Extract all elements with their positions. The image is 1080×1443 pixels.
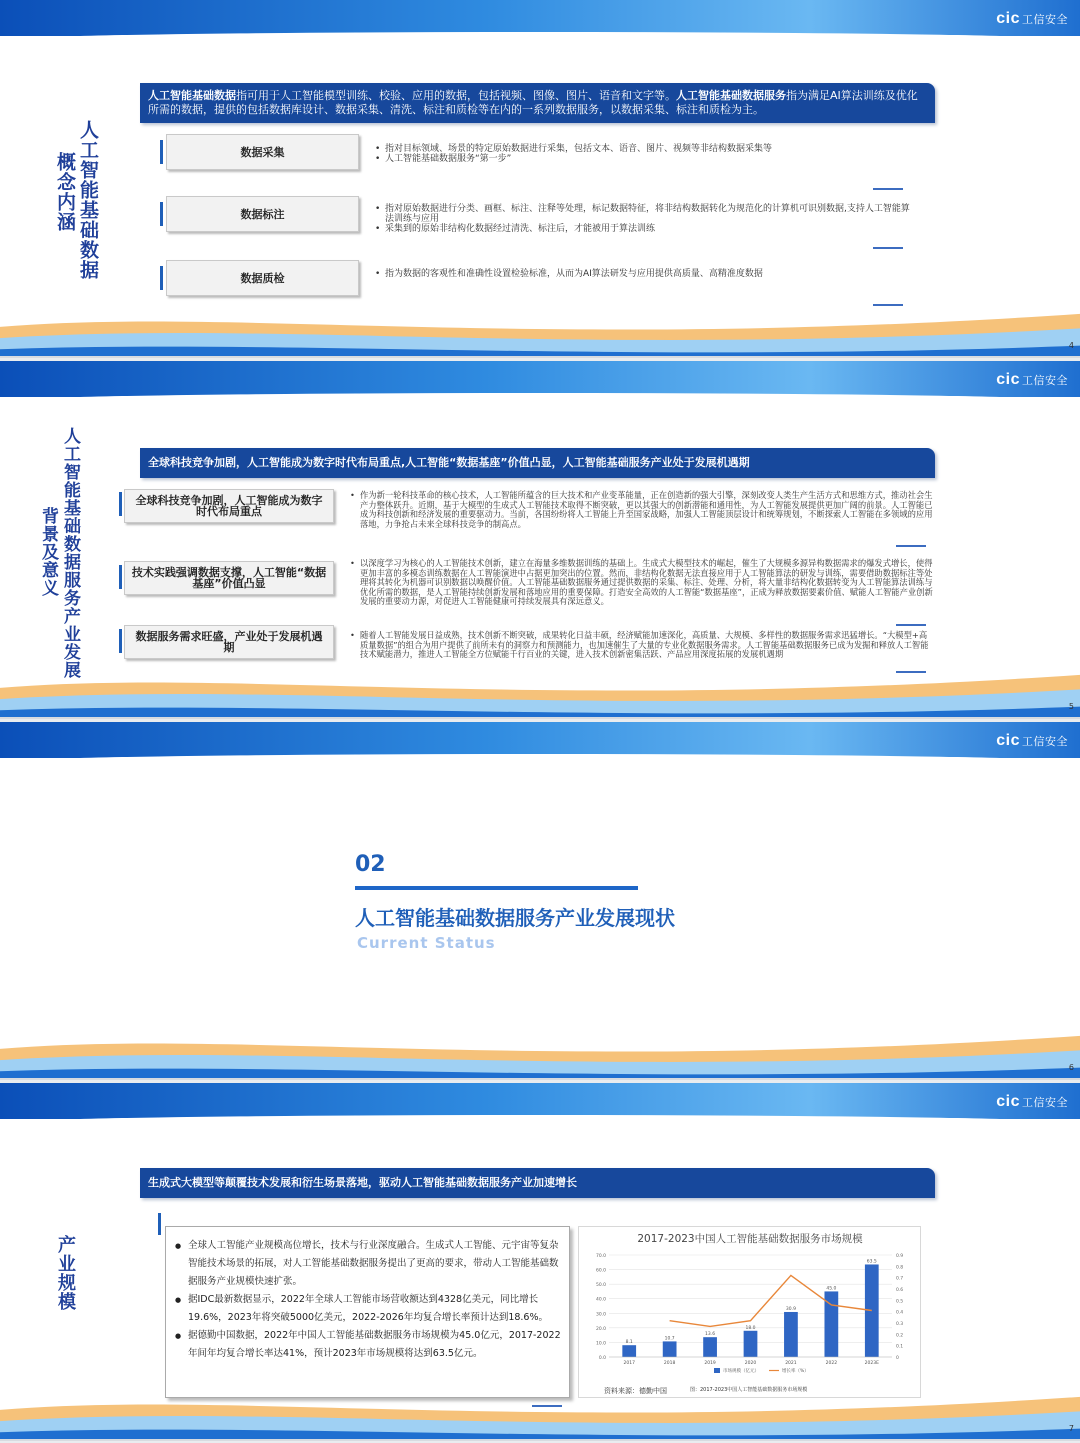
- y-left-tick-label: 0.0: [598, 1356, 606, 1361]
- section-number: 02: [355, 852, 386, 877]
- cic-logo: cic 工信安全: [996, 1093, 1068, 1110]
- chart-bar: [784, 1312, 798, 1357]
- background-banner: 全球科技竞争加剧，人工智能成为数字时代布局重点,人工智能“数据基座”价值凸显，人工智能基础服务产业处于发展机遇期: [140, 448, 935, 478]
- row-text-data-support: • 以深度学习为核心的人工智能技术创新，建立在海量多维数据训练的基础上。生成式大模型技术的崛起，催生了大规模多源异构数据需求的爆发式增长，使得更加丰富的多模态训练数据在人工智能演进中占据更加突出的位置。然而，非结构化数据无法直接应用于人工智能算法的研发与训练，需要借助数据标注等处理将其转化为机器可识别数据以唤醒价值。人工智能基础数据服务通过提供数据的采集、标注、处理、分析，将大量非结构化数据转变为人工智能算法训练与优化所需的数据，是人工智能持续创新发展和落地应用的重要保障。打造安全高效的人工智能“数据基座”，正成为释放数据要素价值、赋能人工智能产业创新发展的重要动力源，对促进人工智能健康可持续发展具有深远意义。: [350, 559, 935, 607]
- y-left-tick-label: 60.0: [595, 1268, 606, 1274]
- row-text-demand: • 随着人工智能发展日益成熟，技术创新不断突破，成果转化日益丰硕，经济赋能加速深化，高质量、大规模、多样性的数据服务需求迅猛增长。“大模型+高质量数据”的组合为用户提供了前所未有的洞察力和预测能力，也加速催生了大量的专业化数据服务需求。人工智能基础数据服务已成为发掘和释放人工智能技术赋能潜力，推进人工智能全方位赋能千行百业的关键，进入技术创新密集活跃、产品应用深度拓展的发展机遇期: [350, 631, 935, 660]
- row-marker: [158, 1213, 161, 1235]
- footer-wave: [0, 296, 1080, 358]
- footer-wave: [0, 1379, 1080, 1441]
- divider: [896, 624, 926, 626]
- row-text-competition: • 作为新一轮科技革命的核心技术，人工智能所蕴含的巨大技术和产业变革能量，正在创造新的强大引擎，深刻改变人类生产生活方式和思维方式，推动社会生产力整体跃升。近期，基于大模型的生成式人工智能技术取得不断突破，更以其强大的创新潜能和通用性，为人工智能发展提供更加广阔的前景。人工智能已成为科技创新和经济发展的重要驱动力。当前，各国纷纷将人工智能上升至国家战略，加强人工智能顶层设计和统筹规划，不断探索人工智能在多领域的应用落地，力争抢占未来全球科技竞争的制高点。: [350, 491, 935, 529]
- y-left-tick-label: 70.0: [595, 1254, 606, 1259]
- side-title: 产业规模: [55, 1235, 76, 1311]
- row-marker: [160, 140, 163, 164]
- row-marker: [160, 202, 163, 226]
- y-right-tick-label: 0.6: [896, 1288, 904, 1293]
- section-title: 人工智能基础数据服务产业发展现状: [355, 906, 675, 930]
- chart-bar: [622, 1345, 636, 1357]
- slide-concept: [0, 0, 1080, 358]
- slide-market-size: [0, 1083, 1080, 1441]
- y-left-tick-label: 30.0: [595, 1312, 606, 1318]
- divider: [873, 188, 903, 190]
- bar-value-label: 18.0: [745, 1325, 756, 1331]
- chart-bar: [744, 1331, 758, 1357]
- bullet-item: ● 据IDC最新数据显示，2022年全球人工智能市场营收额达到4328亿美元，同比增长19.6%，2023年将突破5000亿美元，2022-2026年均复合增长率预计达到18.6%。: [188, 1291, 561, 1327]
- row-marker: [119, 492, 122, 516]
- slide-section-divider: [0, 722, 1080, 1080]
- footer-wave: [0, 657, 1080, 719]
- bar-value-label: 63.5: [866, 1259, 877, 1265]
- y-right-tick-label: 0.5: [896, 1299, 904, 1305]
- chart-source: 资料来源：德勤中国: [604, 1387, 667, 1395]
- cic-logo: cic 工信安全: [996, 732, 1068, 749]
- row-label-data-support: 技术实践强调数据支撑，人工智能“数据基座”价值凸显: [124, 561, 334, 595]
- x-tick-label: 2021: [785, 1361, 797, 1366]
- y-right-tick-label: 0: [896, 1356, 899, 1361]
- row-label-demand: 数据服务需求旺盛，产业处于发展机遇期: [124, 625, 334, 659]
- growth-rate-line: [670, 1275, 872, 1326]
- side-title: 人工智能基础数据服务产业发展: [60, 427, 80, 679]
- cic-logo: cic 工信安全: [996, 371, 1068, 388]
- bullet-item: ● 据德勤中国数据，2022年中国人工智能基础数据服务市场规模为45.0亿元，2017-2022年间年均复合增长率达41%，预计2023年市场规模将达到63.5亿元。: [188, 1327, 561, 1363]
- x-tick-label: 2020: [744, 1361, 757, 1366]
- y-left-tick-label: 40.0: [595, 1297, 606, 1303]
- x-tick-label: 2019: [704, 1361, 716, 1366]
- page-number: 4: [1068, 341, 1074, 350]
- x-tick-label: 2022: [825, 1361, 838, 1366]
- row-label-annotation: 数据标注: [166, 196, 359, 232]
- slide-background: [0, 361, 1080, 719]
- y-right-tick-label: 0.2: [896, 1333, 904, 1339]
- section-rule: [355, 886, 638, 890]
- market-chart: [579, 1227, 922, 1385]
- chart-bar: [703, 1337, 717, 1357]
- row-text-annotation: • 指对原始数据进行分类、画框、标注、注释等处理，标记数据特征，将非结构数据转化为规范化的计算机可识别数据,支持人工智能算法训练与应用 • 采集到的原始非结构化数据经过清洗、标注后，才能被用于算法训练: [375, 204, 915, 234]
- row-label-qc: 数据质检: [166, 260, 359, 296]
- y-right-tick-label: 0.7: [896, 1276, 904, 1282]
- row-label-collection: 数据采集: [166, 134, 359, 170]
- row-marker: [119, 629, 122, 653]
- chart-line: [670, 1275, 872, 1326]
- page-number: 7: [1068, 1424, 1074, 1433]
- x-tick-label: 2023E: [864, 1361, 879, 1366]
- bar-value-label: 10.7: [664, 1336, 675, 1342]
- header-band: [0, 722, 1080, 758]
- side-title: 人工智能基础数据: [77, 120, 99, 280]
- bullet-item: ● 全球人工智能产业规模高位增长，技术与行业深度融合。生成式人工智能、元宇宙等复杂智能技术场景的拓展，对人工智能基础数据服务提出了更高的要求，带动人工智能基础数据服务产业规模快速扩张。: [188, 1237, 561, 1291]
- section-subtitle: Current Status: [357, 934, 496, 952]
- chart-bar: [663, 1341, 677, 1357]
- chart-bar: [865, 1264, 879, 1357]
- header-band: [0, 0, 1080, 36]
- market-bullets: [165, 1226, 570, 1398]
- y-right-tick-label: 0.1: [896, 1344, 904, 1350]
- page-number: 5: [1068, 702, 1074, 711]
- y-left-tick-label: 10.0: [595, 1341, 606, 1347]
- divider: [873, 247, 903, 249]
- bar-value-label: 13.6: [705, 1332, 716, 1338]
- header-band: [0, 1083, 1080, 1119]
- divider: [896, 545, 926, 547]
- page-number: 6: [1068, 1063, 1074, 1072]
- row-text-qc: • 指为数据的客观性和准确性设置检验标准，从而为AI算法研发与应用提供高质量、高精准度数据: [375, 269, 915, 279]
- chart-title: 2017-2023中国人工智能基础数据服务市场规模: [637, 1233, 863, 1245]
- x-tick-label: 2018: [663, 1361, 676, 1366]
- row-label-competition: 全球科技竞争加剧，人工智能成为数字时代布局重点: [124, 489, 334, 523]
- side-subtitle: 背景及意义: [38, 507, 58, 597]
- definition-banner: 人工智能基础数据指可用于人工智能模型训练、校验、应用的数据，包括视频、图像、图片、语音和文字等。人工智能基础数据服务指为满足AI算法训练及优化所需的数据，提供的包括数据库设计、数据采集、清洗、标注和质检等在内的一系列数据服务，以数据采集、标注和质检为主。: [140, 83, 935, 123]
- bar-value-label: 45.0: [826, 1286, 837, 1292]
- y-right-tick-label: 0.9: [896, 1254, 904, 1259]
- chart-caption: 图：2017-2023中国人工智能基础数据服务市场规模: [690, 1387, 808, 1393]
- y-right-tick-label: 0.3: [896, 1322, 904, 1327]
- market-banner: 生成式大模型等颠覆技术发展和衍生场景落地，驱动人工智能基础数据服务产业加速增长: [140, 1168, 935, 1198]
- header-band: [0, 361, 1080, 397]
- legend-label: 增长率（%）: [782, 1369, 809, 1374]
- side-subtitle: 概念内涵: [54, 152, 76, 232]
- y-left-tick-label: 20.0: [595, 1326, 606, 1332]
- chart-legend: [714, 1367, 809, 1374]
- row-marker: [160, 266, 163, 290]
- y-left-tick-label: 50.0: [595, 1283, 606, 1289]
- market-chart-card: [578, 1226, 921, 1398]
- x-tick-label: 2017: [623, 1361, 635, 1366]
- bar-value-label: 8.1: [625, 1340, 633, 1346]
- legend-swatch-bar: [714, 1368, 720, 1373]
- row-marker: [119, 565, 122, 589]
- legend-label: 市场规模（亿元）: [723, 1369, 759, 1374]
- footer-wave: [0, 1018, 1080, 1080]
- y-right-tick-label: 0.4: [896, 1310, 904, 1316]
- y-right-tick-label: 0.8: [896, 1265, 904, 1271]
- bar-value-label: 30.9: [785, 1306, 796, 1312]
- row-text-collection: • 指对目标领域、场景的特定原始数据进行采集，包括文本、语音、图片、视频等非结构数据采集等 • 人工智能基础数据服务“第一步”: [375, 144, 915, 164]
- cic-logo: cic 工信安全: [996, 10, 1068, 27]
